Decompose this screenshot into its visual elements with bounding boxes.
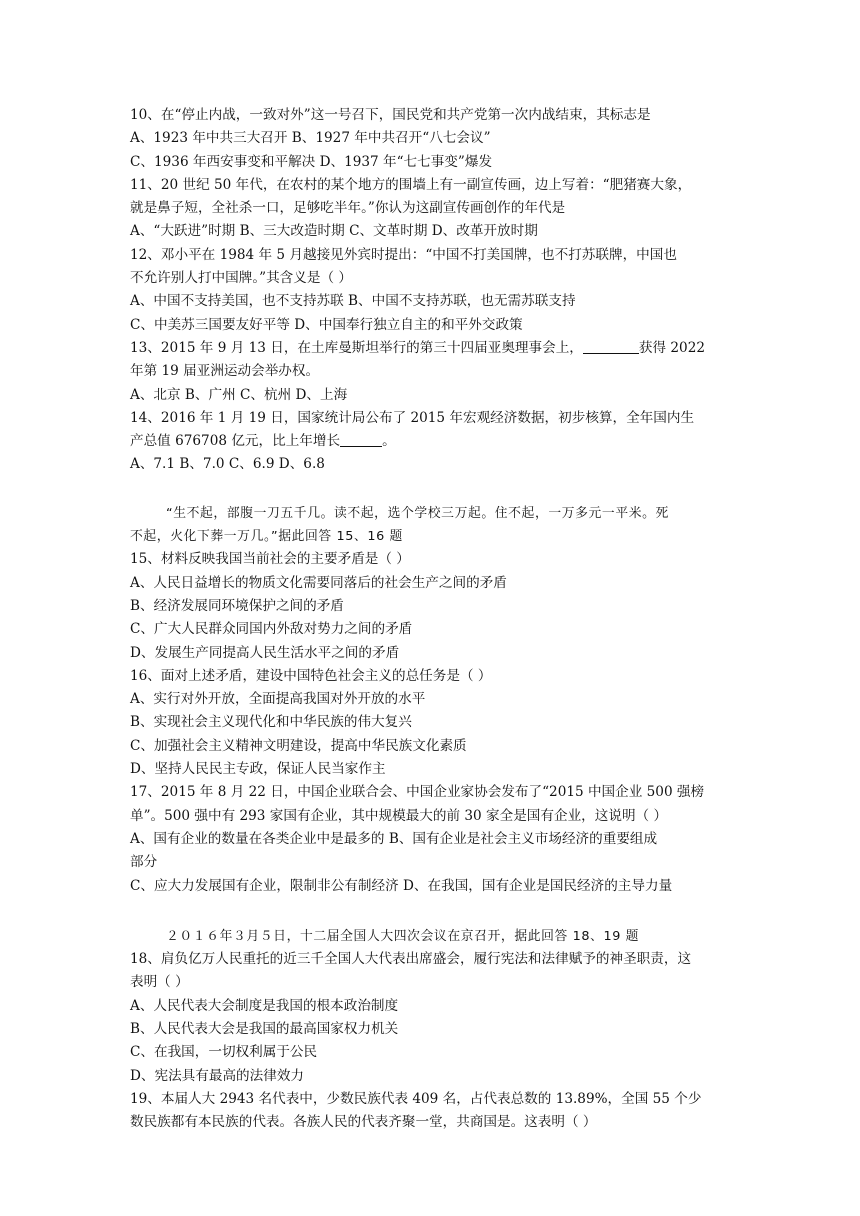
question-14-stem-line2 [130,430,730,453]
question-13-stem-line1 [130,337,730,360]
question-18-option-a: A、人民代表大会制度是我国的根本政治制度 [130,997,399,1014]
question-14-options: A、7.1 B、7.0 C、6.9 D、6.8 [130,456,325,473]
question-11-stem-line1: 11、20 世纪 50 年代，在农村的某个地方的围墙上有一副宣传画，边上写着：“肥猪赛大象， [130,176,692,193]
question-15-option-c: C、广大人民群众同国内外敌对势力之间的矛盾 [130,621,413,638]
material-heading: ２０１６年３月５日，十二届全国人大四次会议在京召开，据此回答 18、19 题 [166,928,640,944]
question-13-options: A、北京 B、广州 C、杭州 D、上海 [130,386,348,403]
question-18-stem-line1: 18、肩负亿万人民重托的近三千全国人大代表出席盛会，履行宪法和法律赋予的神圣职责，这 [130,951,692,968]
question-17-stem-line1: 17、2015 年 8 月 22 日，中国企业联合会、中国企业家协会发布了“2015 中国企业 500 强榜 [130,784,705,801]
question-16-option-a: A、实行对外开放，全面提高我国对外开放的水平 [130,691,426,708]
question-12-options-cd: C、中美苏三国要友好平等 D、中国奉行独立自主的和平外交政策 [130,316,523,333]
question-13-text-before-blank: 13、2015 年 9 月 13 日，在土库曼斯坦举行的第三十四届亚奥理事会上， [130,339,583,356]
answer-blank [583,339,639,354]
question-14-stem-line1: 14、2016 年 1 月 19 日，国家统计局公布了 2015 年宏观经济数据，初步核算，全年国内生 [130,409,695,426]
question-18-stem-line2: 表明（ ） [130,974,189,991]
question-18-option-b: B、人民代表大会是我国的最高国家权力机关 [130,1020,399,1037]
section-spacer [130,477,730,502]
question-17-options-ab: A、国有企业的数量在各类企业中是最多的 B、国有企业是社会主义市场经济的重要组成 [130,830,658,847]
question-18-option-d: D、宪法具有最高的法律效力 [130,1067,305,1084]
question-10-options-cd: C、1936 年西安事变和平解决 D、1937 年“七七事变”爆发 [130,153,493,170]
question-14-text-before-blank: 产总值 676708 亿元，比上年增长 [130,433,341,450]
question-12-stem-line2: 不允许别人打中国牌。”其含义是（ ） [130,270,352,287]
question-11-stem-line2: 就是鼻子短，全社杀一口，足够吃半年。”你认为这副宣传画创作的年代是 [130,200,566,217]
question-17-stem-line2: 单”。500 强中有 293 家国有企业，其中规模最大的前 30 家全是国有企业，这说明（ ） [130,807,668,824]
question-10-stem: 10、在“停止内战，一致对外”这一号召下，国民党和共产党第一次内战结束，其标志是 [130,107,651,123]
question-18-option-c: C、在我国，一切权利属于公民 [130,1044,318,1061]
question-10-options-ab: A、1923 年中共三大召开 B、1927 年中共召开“八七会议” [130,130,491,147]
question-15-option-d: D、发展生产同提高人民生活水平之间的矛盾 [130,644,400,661]
question-12-stem-line1: 12、邓小平在 1984 年 5 月越接见外宾时提出：“中国不打美国牌，也不打苏联牌，中国也 [130,246,677,263]
question-16-option-d: D、坚持人民民主专政，保证人民当家作主 [130,761,386,778]
material-passage-line1: “生不起，部腹一刀五千几。读不起，选个学校三万起。住不起，一万多元一平米。死 [166,505,669,521]
question-17-options-cd: C、应大力发展国有企业，限制非公有制经济 D、在我国，国有企业是国民经济的主导力量 [130,877,673,894]
question-11-options: A、“大跃进”时期 B、三大改造时期 C、文革时期 D、改革开放时期 [130,223,538,240]
question-12-options-ab: A、中国不支持美国，也不支持苏联 B、中国不支持苏联，也无需苏联支持 [130,293,576,310]
question-16-option-b: B、实现社会主义现代化和中华民族的伟大复兴 [130,714,412,731]
question-15-option-b: B、经济发展同环境保护之间的矛盾 [130,597,344,614]
answer-blank [340,432,382,447]
question-15-stem: 15、材料反映我国当前社会的主要矛盾是（ ） [130,551,410,568]
question-13-stem-line2: 年第 19 届亚洲运动会举办权。 [130,363,320,380]
question-17-options-ab-wrap: 部分 [130,854,158,871]
material-passage-line2: 不起，火化下葬一万几。”据此回答 15、16 题 [130,529,403,545]
question-19-stem-line1: 19、本届人大 2943 名代表中，少数民族代表 409 名，占代表总数的 13.89%，全国 55 个少 [130,1090,702,1107]
question-13-text-after-blank: 获得 2022 [638,339,705,356]
section-spacer [130,898,730,925]
question-16-option-c: C、加强社会主义精神文明建设，提高中华民族文化素质 [130,737,467,754]
exam-page [130,104,730,1134]
question-16-stem: 16、面对上述矛盾，建设中国特色社会主义的总任务是（ ） [130,667,492,684]
question-15-option-a: A、人民日益增长的物质文化需要同落后的社会生产之间的矛盾 [130,574,507,591]
question-14-text-after-blank: 。 [382,433,396,450]
question-19-stem-line2: 数民族都有本民族的代表。各族人民的代表齐聚一堂，共商国是。这表明（ ） [130,1114,597,1131]
